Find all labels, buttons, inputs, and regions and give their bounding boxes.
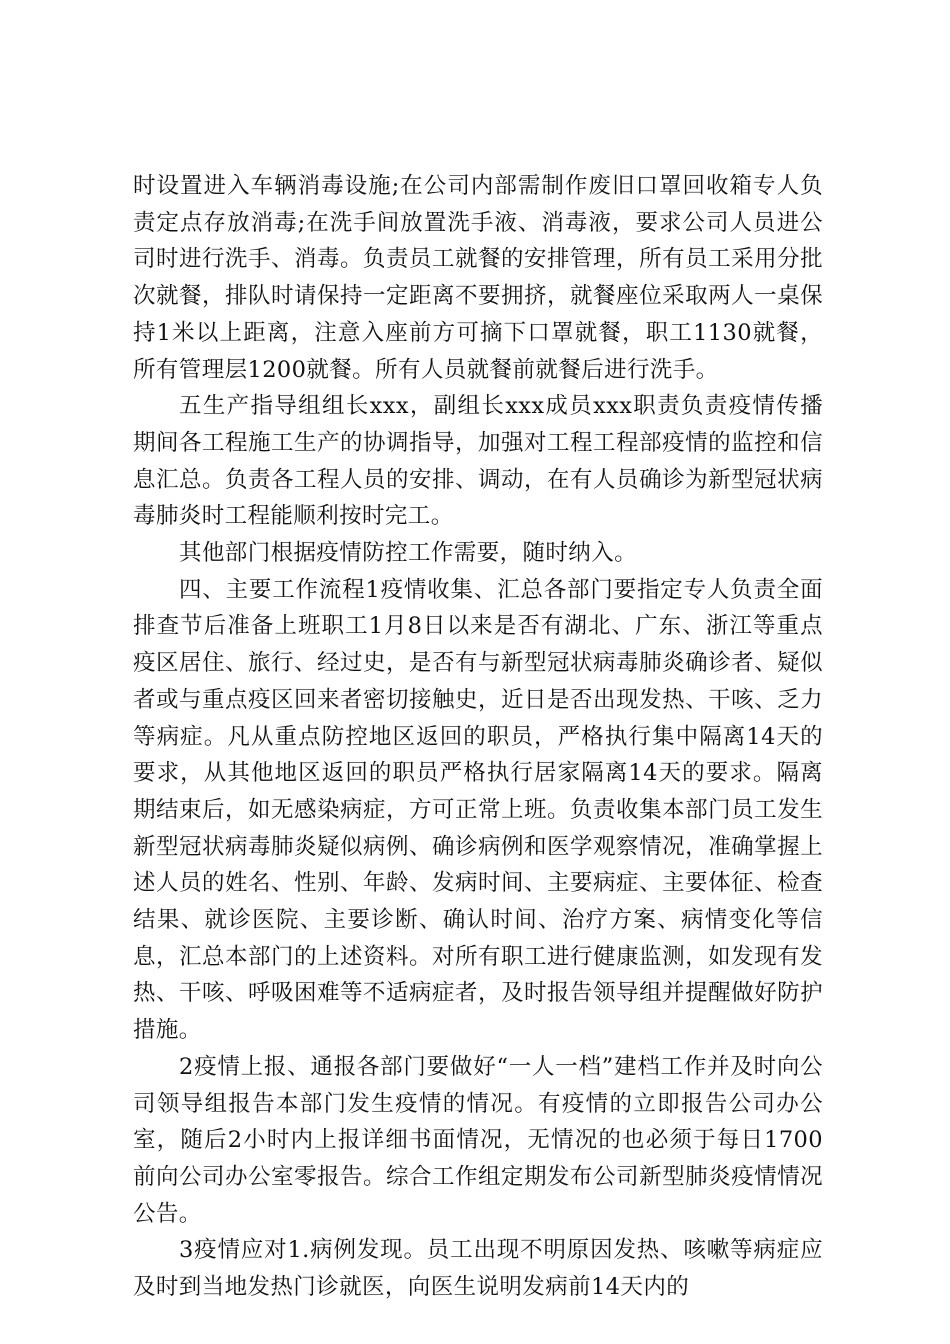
paragraph-3: 其他部门根据疫情防控工作需要，随时纳入。 xyxy=(179,540,638,567)
document-body xyxy=(133,168,823,1306)
paragraph-2: 五生产指导组组长xxx，副组长xxx成员xxx职责负责疫情传播期间各工程施工生产的协调指导，加强对工程工程部疫情的监控和信息汇总。负责各工程人员的安排、调动，在有人员确诊为新型冠状病毒肺炎时工程能顺利按时完工。 xyxy=(133,393,823,530)
paragraph-5: 2疫情上报、通报各部门要做好“一人一档”建档工作并及时向公司领导组报告本部门发生疫情的情况。有疫情的立即报告公司办公室，随后2小时内上报详细书面情况，无情况的也必须于每日1700前向公司办公室零报告。综合工作组定期发布公司新型肺炎疫情情况公告。 xyxy=(133,1053,823,1227)
paragraph-6: 3疫情应对1.病例发现。员工出现不明原因发热、咳嗽等病症应及时到当地发热门诊就医，向医生说明发病前14天内的 xyxy=(133,1237,823,1301)
paragraph-1: 时设置进入车辆消毒设施;在公司内部需制作废旧口罩回收箱专人负责定点存放消毒;在洗手间放置洗手液、消毒液，要求公司人员进公司时进行洗手、消毒。负责员工就餐的安排管理，所有员工采用分批次就餐，排队时请保持一定距离不要拥挤，就餐座位采取两人一桌保持1米以上距离，注意入座前方可摘下口罩就餐，职工1130就餐，所有管理层1200就餐。所有人员就餐前就餐后进行洗手。 xyxy=(133,173,823,383)
paragraph-4: 四、主要工作流程1疫情收集、汇总各部门要指定专人负责全面排查节后准备上班职工1月8日以来是否有湖北、广东、浙江等重点疫区居住、旅行、经过史，是否有与新型冠状病毒肺炎确诊者、疑似者或与重点疫区回来者密切接触史，近日是否出现发热、干咳、乏力等病症。凡从重点防控地区返回的职员，严格执行集中隔离14天的要求，从其他地区返回的职员严格执行居家隔离14天的要求。隔离期结束后，如无感染病症，方可正常上班。负责收集本部门员工发生新型冠状病毒肺炎疑似病例、确诊病例和医学观察情况，准确掌握上述人员的姓名、性别、年龄、发病时间、主要病症、主要体征、检查结果、就诊医院、主要诊断、确认时间、治疗方案、病情变化等信息，汇总本部门的上述资料。对所有职工进行健康监测，如发现有发热、干咳、呼吸困难等不适病症者，及时报告领导组并提醒做好防护措施。 xyxy=(133,576,823,1044)
